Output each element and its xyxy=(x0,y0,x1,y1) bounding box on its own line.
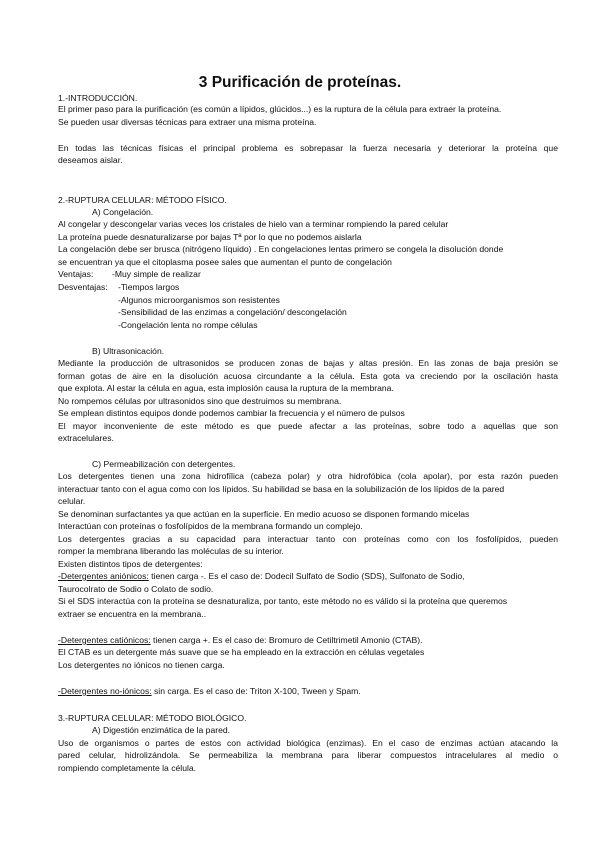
noionicos-text: sin carga. Es el caso de: Triton X-100, Tween y Spam. xyxy=(151,686,361,696)
paragraph-line: La congelación debe ser brusca (nitrógeno líquido) . En congelaciones lentas primero se congela la disolución donde xyxy=(58,244,504,254)
paragraph-line: El mayor inconveniente de este método es que puede afectar a las proteínas, sobre todo a aquellas que son xyxy=(58,421,558,431)
paragraph-line: se encuentran ya que el citoplasma posee sales que aumentan el punto de congelación xyxy=(58,257,392,267)
paragraph-line: El CTAB es un detergente más suave que se ha empleado en la extracción en células vegetales xyxy=(58,647,425,657)
paragraph-line: romper la membrana liberando las moléculas de su interior. xyxy=(58,546,284,556)
desventajas-item: -Congelación lenta no rompe células xyxy=(118,320,258,330)
paragraph-line: Se pueden usar diversas técnicas para extraer una misma proteína. xyxy=(58,117,317,127)
paragraph-line: Mediante la producción de ultrasonidos se producen zonas de bajas y altas presión. En las zonas de baja presión se xyxy=(58,358,558,368)
subsection-heading-detergentes: C) Permeabilización con detergentes. xyxy=(92,459,236,469)
paragraph-line: celular. xyxy=(58,496,86,506)
paragraph-line: La proteína puede desnaturalizarse por bajas Tª por lo que no podemos aislarla xyxy=(58,232,362,242)
desventajas-item: -Sensibilidad de las enzimas a congelación/ descongelación xyxy=(118,307,347,317)
paragraph-line: Uso de organismos o partes de estos con actividad biológica (enzimas). En el caso de enzimas actúan atacando la xyxy=(58,738,558,748)
detergentes-cationicos-line xyxy=(58,635,423,646)
subsection-heading-digestion: A) Digestión enzimática de la pared. xyxy=(92,725,231,735)
desventajas-item: -Algunos microorganismos son resistentes xyxy=(118,295,280,305)
paragraph-line: forman gotas de aire en la disolución acuosa circundante a la célula. Esta gota va creciendo por la oscilación hasta xyxy=(58,371,558,381)
paragraph-line: que explota. Al estar la célula en agua, esta implosión causa la ruptura de la membrana. xyxy=(58,383,394,393)
paragraph-line: Se denominan surfactantes ya que actúan en la superficie. En medio acuoso se disponen formando micelas xyxy=(58,509,470,519)
paragraph-line: En todas las técnicas físicas el principal problema es sobrepasar la fuerza necesaria y deteriorar la proteína que xyxy=(58,143,558,153)
paragraph-line: extracelulares. xyxy=(58,433,114,443)
anionicos-text: tienen carga -. Es el caso de: Dodecil Sulfato de Sodio (SDS), Sulfonato de Sodio, xyxy=(148,571,465,581)
page-title: 3 Purificación de proteínas. xyxy=(198,74,402,91)
desventajas-label: Desventajas: xyxy=(58,282,108,292)
noionicos-label: -Detergentes no-iónicos: xyxy=(58,686,152,696)
cationicos-text: tienen carga +. Es el caso de: Bromuro de Cetiltrimetil Amonio (CTAB). xyxy=(150,635,423,645)
paragraph-line: Si el SDS interactúa con la proteína se desnaturaliza, por tanto, este método no es válido si la proteína que queremos xyxy=(58,596,508,606)
paragraph-line: interactuar tanto con el agua como con los lípidos. Su habilidad se basa en la solubilización de los lípidos de la pared xyxy=(58,484,505,494)
paragraph-line: Los detergentes tienen una zona hidrofílica (cabeza polar) y otra hidrofóbica (cola apolar), por esta razón pueden xyxy=(58,471,558,481)
ventajas-item: -Muy simple de realizar xyxy=(112,269,201,279)
section-heading-intro: 1.-INTRODUCCIÓN. xyxy=(58,93,138,103)
detergentes-anionicos-line xyxy=(58,571,465,582)
desventajas-item: -Tiempos largos xyxy=(118,282,180,292)
section-heading-fisico: 2.-RUPTURA CELULAR: MÉTODO FÍSICO. xyxy=(58,195,227,205)
paragraph-line: El primer paso para la purificación (es común a lípidos, glúcidos...) es la ruptura de la célula para extraer la proteína. xyxy=(58,104,502,114)
paragraph-line: rompiendo completamente la célula. xyxy=(58,763,197,773)
paragraph-line: Existen distintos tipos de detergentes: xyxy=(58,559,203,569)
paragraph-line: pared celular, hidrolizándola. Se permeabiliza la membrana para liberar compuestos intracelulares al medio o xyxy=(58,750,558,760)
paragraph-line: Los detergentes gracias a su capacidad para interactuar tanto con proteínas como con los fosfolípidos, pueden xyxy=(58,534,558,544)
paragraph-line: extraer se encuentra en la membrana.. xyxy=(58,609,207,619)
detergentes-noionicos-line xyxy=(58,686,361,697)
paragraph-line: Interactúan con proteínas o fosfolípidos de la membrana formando un complejo. xyxy=(58,521,363,531)
paragraph-line: No rompemos células por ultrasonidos sino que destruimos su membrana. xyxy=(58,396,342,406)
paragraph-line: Se emplean distintos equipos donde podemos cambiar la frecuencia y el número de pulsos xyxy=(58,408,405,418)
paragraph-line: deseamos aislar. xyxy=(58,155,123,165)
anionicos-label: -Detergentes aniónicos: xyxy=(58,571,149,581)
subsection-heading-congelacion: A) Congelación. xyxy=(92,207,154,217)
paragraph-line: Taurocolrato de Sodio o Colato de sodio. xyxy=(58,584,214,594)
paragraph-line: Al congelar y descongelar varias veces los cristales de hielo van a terminar rompiendo la pared celular xyxy=(58,219,449,229)
subsection-heading-ultrasonicacion: B) Ultrasonicación. xyxy=(92,346,165,356)
ventajas-label: Ventajas: xyxy=(58,269,94,279)
cationicos-label: -Detergentes catiónicos: xyxy=(58,635,151,645)
paragraph-line: Los detergentes no iónicos no tienen carga. xyxy=(58,660,225,670)
section-heading-biologico: 3.-RUPTURA CELULAR: MÉTODO BIOLÓGICO. xyxy=(58,713,247,723)
